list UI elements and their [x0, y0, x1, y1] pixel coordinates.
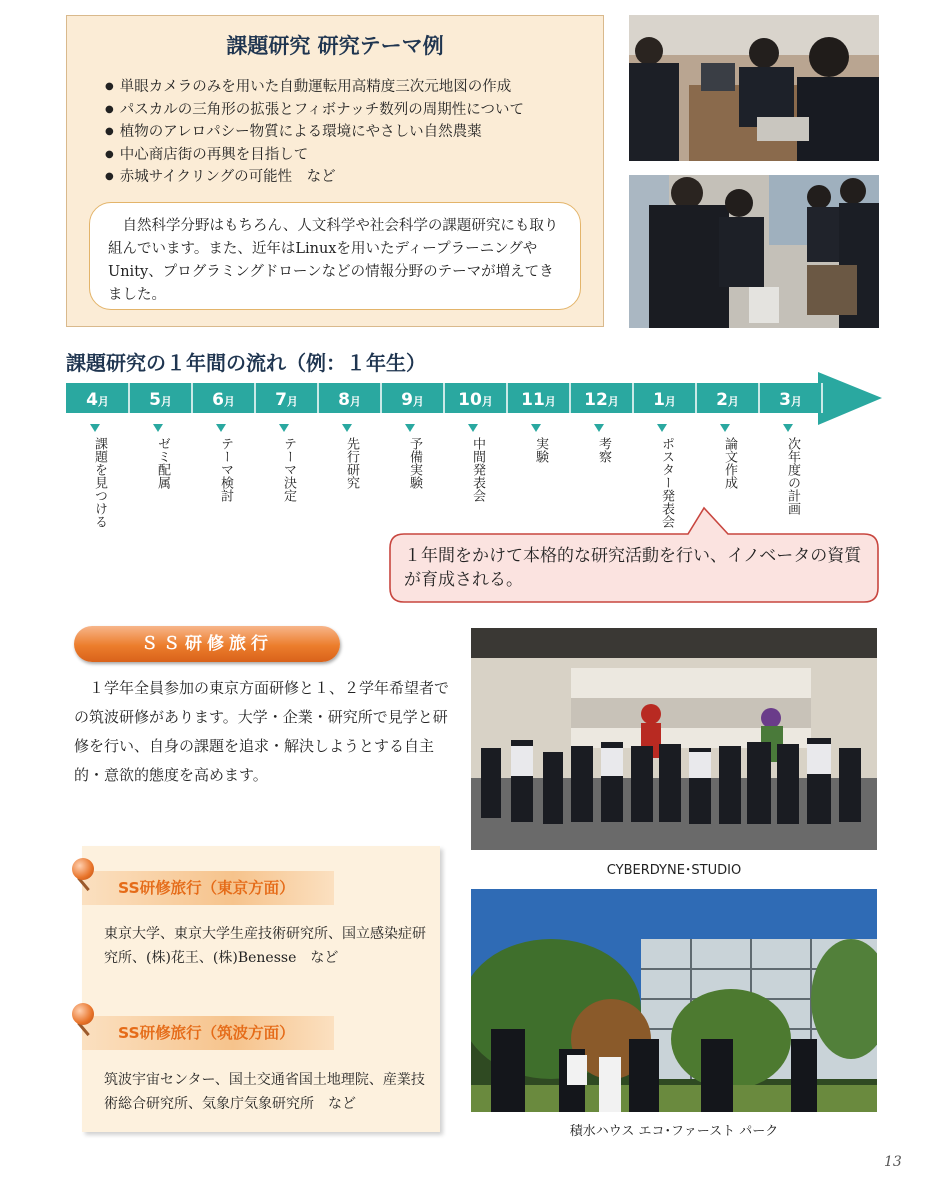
step-marker [216, 424, 226, 432]
step-marker [531, 424, 541, 432]
theme-item: ● 単眼カメラのみを用いた自動運転用高精度三次元地図の作成 [105, 76, 524, 99]
step-marker [279, 424, 289, 432]
theme-item: ● 植物のアレロパシー物質による環境にやさしい自然農薬 [105, 121, 524, 144]
pushpin-icon [72, 858, 94, 880]
step-label: 課題を見つける [92, 437, 107, 528]
step-label: 次年度の計画 [785, 437, 800, 515]
month-label: 8月 [338, 390, 361, 410]
step-label: ゼミ配属 [155, 437, 170, 489]
step-label: ポスター発表会 [659, 437, 674, 528]
theme-note: 自然科学分野はもちろん、人文科学や社会科学の課題研究にも取り組んでいます。また、近年はLinuxを用いたディープラーニングやUnity、プログラミングドローンなどの情報分野のテーマが増えてきました。 [89, 202, 581, 310]
step-label: 先行研究 [344, 437, 359, 489]
tokyo-trip-destinations: 東京大学、東京大学生産技術研究所、国立感染症研究所、(株)花王、(株)Benesse など [104, 926, 426, 966]
photo-classroom-laptop [629, 15, 879, 161]
month-label: 4月 [86, 390, 109, 410]
month-label: 2月 [716, 390, 739, 410]
theme-list [105, 76, 524, 189]
tsukuba-trip-heading: SS研修旅行（筑波方面） [82, 1016, 334, 1050]
month-label: 10月 [458, 390, 493, 410]
tsukuba-trip-destinations: 筑波宇宙センター、国土交通省国土地理院、産業技術総合研究所、気象庁気象研究所 など [104, 1072, 425, 1112]
step-label: 実験 [533, 437, 548, 463]
month-label: 1月 [653, 390, 676, 410]
step-label: テーマ決定 [281, 437, 296, 502]
photo-cyberdyne-studio [471, 628, 877, 850]
step-marker [594, 424, 604, 432]
step-marker [153, 424, 163, 432]
step-marker [405, 424, 415, 432]
pushpin-icon [72, 1003, 94, 1025]
flow-title: 課題研究の１年間の流れ（例：１年生） [66, 351, 426, 375]
page-number: 13 [884, 1154, 902, 1170]
step-marker [342, 424, 352, 432]
ss-trip-description: １学年全員参加の東京方面研修と１、２学年希望者での筑波研修があります。大学・企業・研究所で見学と研修を行い、自身の課題を追求・解決しようとする自主的・意欲的態度を高めます。 [74, 679, 450, 784]
theme-item: ● 赤城サイクリングの可能性 など [105, 166, 524, 189]
step-label: 予備実験 [407, 437, 422, 489]
month-label: 7月 [275, 390, 298, 410]
step-label: 論文作成 [722, 437, 737, 489]
step-marker [90, 424, 100, 432]
step-label: 中間発表会 [470, 437, 485, 502]
month-label: 11月 [521, 390, 556, 410]
month-label: 6月 [212, 390, 235, 410]
month-label: 3月 [779, 390, 802, 410]
theme-item: ● パスカルの三角形の拡張とフィボナッチ数列の周期性について [105, 99, 524, 122]
month-label: 5月 [149, 390, 172, 410]
photo-experiment [629, 175, 879, 328]
callout-text: １年間をかけて本格的な研究活動を行い、イノベータの資質が育成される。 [404, 546, 862, 590]
month-label: 12月 [584, 390, 619, 410]
theme-item: ● 中心商店街の再興を目指して [105, 144, 524, 167]
step-label: 考察 [596, 437, 611, 463]
photo-caption: CYBERDYNE･STUDIO [606, 863, 742, 878]
step-label: テーマ検討 [218, 437, 233, 502]
step-marker [720, 424, 730, 432]
theme-title: 課題研究 研究テーマ例 [226, 34, 444, 58]
photo-caption: 積水ハウス エコ･ファースト パーク [569, 1124, 779, 1139]
month-label: 9月 [401, 390, 424, 410]
ss-trip-banner: ＳＳ研修旅行 [74, 626, 340, 662]
step-marker [783, 424, 793, 432]
step-marker [657, 424, 667, 432]
tokyo-trip-heading: SS研修旅行（東京方面） [82, 871, 334, 905]
step-marker [468, 424, 478, 432]
photo-eco-first-park [471, 889, 877, 1112]
research-theme-box [66, 15, 604, 327]
